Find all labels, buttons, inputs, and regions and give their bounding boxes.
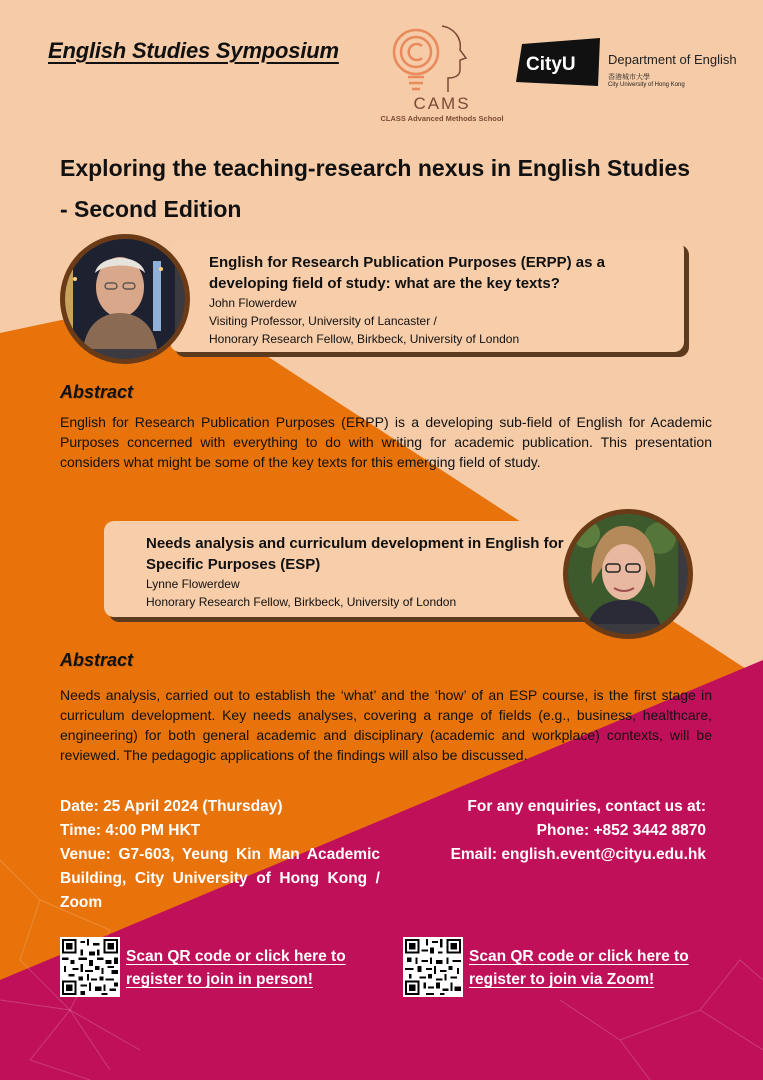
talk-1-affiliation-1: Visiting Professor, University of Lancaster /: [209, 314, 437, 328]
cityu-wordmark: CityU: [526, 54, 576, 75]
department-name: Department of English: [608, 52, 737, 67]
event-time: Time: 4:00 PM HKT: [60, 822, 201, 839]
talk-1-affiliation-2: Honorary Research Fellow, Birkbeck, University of London: [209, 332, 520, 346]
abstract-1-text: English for Research Publication Purposes (ERPP) is a developing sub-field of English for Academic Purposes concerned with everything to do with writing for academic publication. This presentation considers what might be some of the key texts for this emerging field of study.: [60, 414, 712, 470]
symposium-title: English Studies Symposium: [48, 38, 339, 63]
abstract-2-text: Needs analysis, carried out to establish the ‘what’ and the ‘how’ of an ESP course, is the first stage in curriculum development. Key needs analyses, covering a range of fields (e.g., business, healthcare, engineering) for both general academic and disciplinary (academic and workplace) contexts, will be reviewed. The pedagogic applications of the findings will also be discussed.: [60, 687, 712, 763]
talk-2-affiliation-1: Honorary Research Fellow, Birkbeck, University of London: [146, 595, 457, 609]
talk-card-2: [104, 521, 588, 617]
cams-wordmark: CAMS: [413, 94, 471, 113]
talk-card-1: [170, 240, 684, 352]
page-title-line-1: Exploring the teaching-research nexus in English Studies: [60, 155, 691, 181]
abstract-1-heading: Abstract: [60, 382, 134, 402]
talk-2-title: Needs analysis and curriculum development in English for Specific Purposes (ESP): [146, 535, 564, 573]
abstract-2-heading: Abstract: [60, 650, 134, 670]
university-english-name: City University of Hong Kong: [608, 82, 685, 88]
contact-heading: For any enquiries, contact us at:: [467, 798, 706, 815]
cams-logo: [378, 22, 506, 126]
contact-email[interactable]: Email: english.event@cityu.edu.hk: [450, 846, 706, 863]
lightbulb-icon: [378, 22, 506, 94]
qr-code-in-person[interactable]: [60, 937, 120, 997]
register-zoom-link[interactable]: Scan QR code or click here to register to join via Zoom!: [469, 948, 689, 988]
contact-details: [392, 795, 706, 867]
speaker-1-photo: [60, 234, 190, 364]
contact-phone[interactable]: Phone: +852 3442 8870: [536, 822, 706, 839]
cityu-logo-mark: [516, 38, 602, 88]
page-title-line-2: - Second Edition: [60, 196, 242, 222]
cams-subtitle: CLASS Advanced Methods School: [380, 114, 504, 123]
cityu-logo: [516, 38, 746, 98]
speaker-2-photo: [563, 509, 693, 639]
talk-2-speaker: Lynne Flowerdew: [146, 577, 240, 591]
qr-code-zoom[interactable]: [403, 937, 463, 997]
page-title: [60, 148, 740, 230]
event-venue: Venue: G7-603, Yeung Kin Man Academic Building, City University of Hong Kong / Zoom: [60, 846, 380, 911]
talk-1-title: English for Research Publication Purposes (ERPP) as a developing field of study: what are the key texts?: [209, 254, 605, 292]
event-date: Date: 25 April 2024 (Thursday): [60, 798, 283, 815]
university-chinese-name: 香港城市大學: [608, 74, 650, 81]
talk-1-speaker: John Flowerdew: [209, 296, 297, 310]
event-details: [60, 795, 380, 915]
register-in-person-link[interactable]: Scan QR code or click here to register to join in person!: [126, 948, 346, 988]
